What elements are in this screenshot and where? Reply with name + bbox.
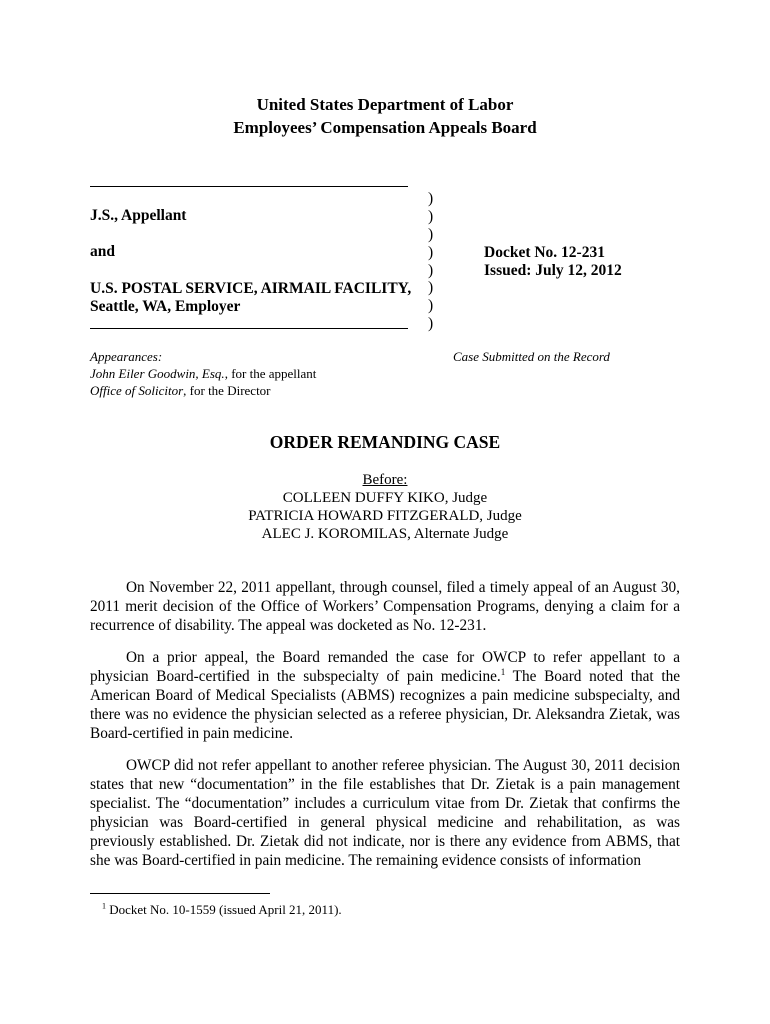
caption-parenthesis-column bbox=[428, 190, 433, 333]
appearances-heading: Appearances: bbox=[90, 349, 163, 364]
employer-line-1: U.S. POSTAL SERVICE, AIRMAIL FACILITY, bbox=[90, 280, 412, 297]
paragraph-2-text-cont: The Board noted that the American Board of Medical Specialists (ABMS) recognizes a pain medicine subspecialty, and there was no evidence the physician selected as a referee physician, Dr. Aleksandra Zietak, was Board-certified in pain medicine. bbox=[90, 668, 681, 742]
body-paragraph-2 bbox=[90, 648, 680, 743]
footnote-text: Docket No. 10-1559 (issued April 21, 2011). bbox=[106, 902, 342, 917]
appearance-appellant bbox=[90, 366, 316, 382]
board-name: Employees’ Compensation Appeals Board bbox=[233, 118, 537, 137]
case-submitted-note: Case Submitted on the Record bbox=[453, 349, 610, 364]
caption-top-rule bbox=[90, 186, 408, 187]
body-paragraph-3: OWCP did not refer appellant to another referee physician. The August 30, 2011 decision states that new “documentation” in the file establishes that Dr. Zietak is a pain management specialist. The “documentation” includes a curriculum vitae from Dr. Zietak that confirms the physician was Board-certified in general physical medicine and rehabilitation, as was previously established. Dr. Zietak did not indicate, nor is there any evidence from ABMS, that she was Board-certified in pain medicine. The remaining evidence consists of information bbox=[90, 757, 680, 869]
agency-name: United States Department of Labor bbox=[256, 95, 514, 114]
caption-paren: ) bbox=[428, 315, 434, 333]
director-counsel-role: , for the Director bbox=[183, 383, 271, 398]
employer-line-2: Seattle, WA, Employer bbox=[90, 298, 241, 315]
judge-name: PATRICIA HOWARD FITZGERALD, Judge bbox=[248, 508, 522, 524]
docket-number: Docket No. 12-231 bbox=[484, 244, 605, 261]
caption-paren: ) bbox=[428, 261, 434, 279]
footnote-ref[interactable]: 1 bbox=[500, 666, 506, 677]
footnote-rule bbox=[90, 893, 270, 894]
body-paragraph-1: On November 22, 2011 appellant, through counsel, filed a timely appeal of an August 30, 2011 merit decision of the Office of Workers’ Compensation Programs, denying a claim for a recurrence of disability. The appeal was docketed as No. 12-231. bbox=[90, 579, 680, 634]
order-title: ORDER REMANDING CASE bbox=[269, 432, 501, 452]
appellant-counsel-name: John Eiler Goodwin, Esq. bbox=[90, 366, 225, 381]
issued-date: Issued: July 12, 2012 bbox=[484, 262, 622, 279]
director-counsel-name: Office of Solicitor bbox=[90, 383, 184, 398]
caption-paren: ) bbox=[428, 207, 434, 225]
caption-and: and bbox=[90, 243, 115, 260]
appellant-counsel-role: , for the appellant bbox=[224, 366, 317, 381]
before-label: Before: bbox=[362, 472, 408, 488]
caption-paren: ) bbox=[428, 297, 434, 315]
caption-paren: ) bbox=[428, 279, 434, 297]
footnote-marker: 1 bbox=[102, 901, 106, 911]
paragraph-2-text: On a prior appeal, the Board remanded the case for OWCP to refer appellant to a physician Board-certified in the subspecialty of pain medicine. bbox=[90, 649, 680, 685]
judge-name: COLLEEN DUFFY KIKO, Judge bbox=[282, 490, 488, 506]
caption-paren: ) bbox=[428, 190, 434, 207]
caption-paren: ) bbox=[428, 225, 434, 243]
judge-name: ALEC J. KOROMILAS, Alternate Judge bbox=[261, 526, 509, 542]
caption-paren: ) bbox=[428, 243, 434, 261]
appearance-director bbox=[90, 383, 271, 399]
caption-bottom-rule bbox=[90, 328, 408, 329]
appellant-name: J.S., Appellant bbox=[90, 207, 187, 224]
footnote bbox=[102, 902, 342, 918]
